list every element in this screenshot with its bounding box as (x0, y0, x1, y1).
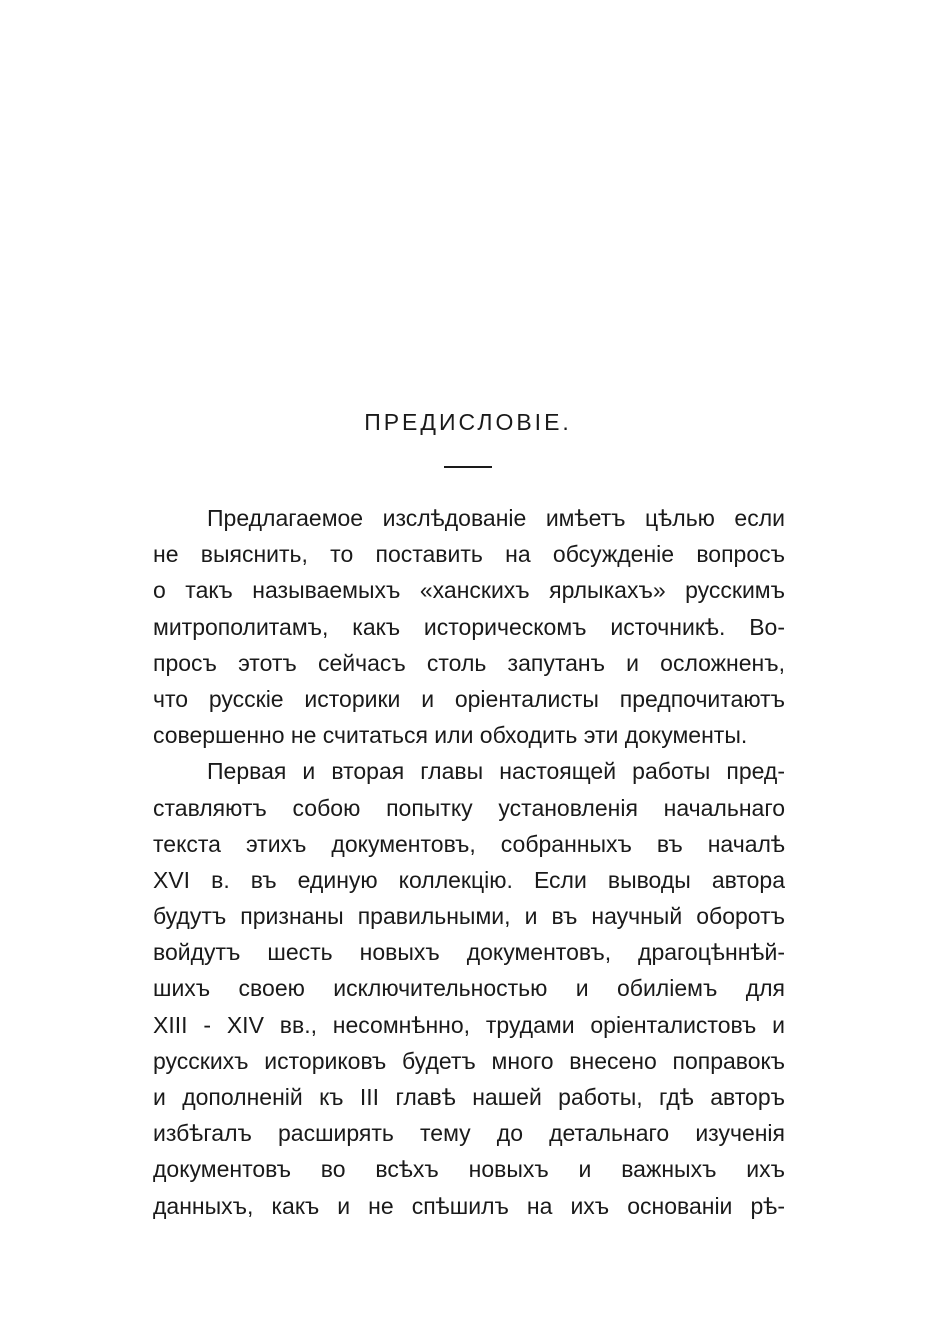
text-line: ставляютъ собою попытку установленія начальнаго (153, 794, 785, 821)
text-line: войдутъ шесть новыхъ документовъ, драгоцѣннѣй- (153, 939, 785, 966)
text-line: совершенно не считаться или обходить эти документы. (153, 722, 748, 749)
text-line: документовъ во всѣхъ новыхъ и важныхъ ихъ (153, 1156, 785, 1183)
text-line: избѣгалъ расширять тему до детальнаго изученія (153, 1120, 785, 1147)
text-line: митрополитамъ, какъ историческомъ источникѣ. Во- (153, 613, 785, 640)
text-line: русскихъ историковъ будетъ много внесено поправокъ (153, 1047, 785, 1074)
text-line: не выяснить, то поставить на обсужденіе вопросъ (153, 541, 785, 568)
text-line: шихъ своею исключительностью и обиліемъ для (153, 975, 785, 1002)
text-line: XIII - XIV вв., несомнѣнно, трудами оріенталистовъ и (153, 1011, 785, 1038)
text-line: Предлагаемое изслѣдованіе имѣетъ цѣлью если (207, 505, 785, 531)
title-rule (444, 466, 492, 468)
body-text (153, 500, 785, 1224)
text-line: данныхъ, какъ и не спѣшилъ на ихъ основаніи рѣ- (153, 1192, 785, 1219)
text-line: просъ этотъ сейчасъ столь запутанъ и осложненъ, (153, 649, 785, 676)
text-line: будутъ признаны правильными, и въ научный оборотъ (153, 903, 785, 930)
text-line: XVI в. въ единую коллекцію. Если выводы автора (153, 866, 785, 893)
text-line: о такъ называемыхъ «ханскихъ ярлыкахъ» русскимъ (153, 577, 785, 604)
text-line: что русскіе историки и оріенталисты предпочитаютъ (153, 685, 785, 712)
text-line: Первая и вторая главы настоящей работы пред- (207, 758, 785, 785)
text-line: и дополненій къ III главѣ нашей работы, гдѣ авторъ (153, 1084, 785, 1110)
page-title: ПРЕДИСЛОВІЕ. (364, 409, 572, 435)
text-line: текста этихъ документовъ, собранныхъ въ началѣ (153, 830, 785, 857)
